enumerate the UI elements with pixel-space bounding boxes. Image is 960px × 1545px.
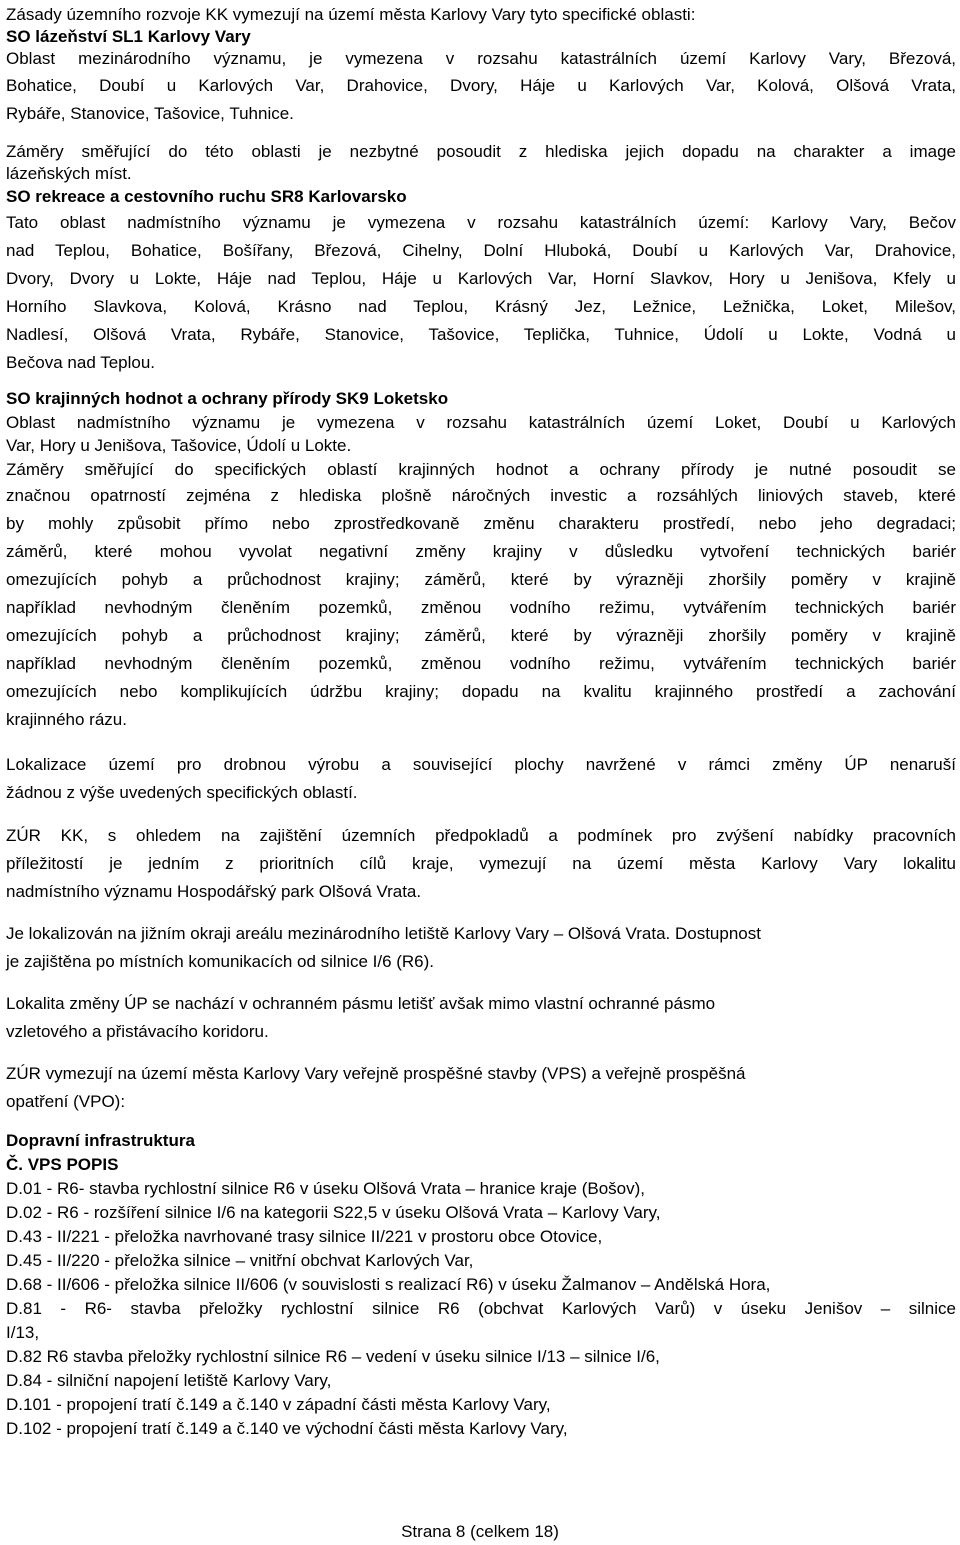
sk9-line: by mohly způsobit přímo nebo zprostředkovaně změnu charakteru prostředí, nebo jeho degradaci; — [6, 514, 956, 533]
sr8-line: Horního Slavkova, Kolová, Krásno nad Teplou, Krásný Jez, Ležnice, Ležnička, Loket, Milešov, — [6, 297, 956, 316]
paragraph — [6, 751, 956, 807]
paragraph-line: Lokalita změny ÚP se nachází v ochranném pásmu letišť avšak mimo vlastní ochranné pásmo — [6, 994, 716, 1013]
vps-table-header: Č. VPS POPIS — [6, 1155, 119, 1174]
sk9-line: například nevhodným členěním pozemků, změnou vodního režimu, vytvářením technických bariér — [6, 598, 956, 617]
sk9-line: například nevhodným členěním pozemků, změnou vodního režimu, vytvářením technických bariér — [6, 654, 956, 673]
vps-item: D.82 R6 stavba přeložky rychlostní silnice R6 – vedení v úseku silnice I/13 – silnice I/6, — [6, 1347, 660, 1366]
sr8-line: Dvory, Dvory u Lokte, Háje nad Teplou, Háje u Karlových Var, Horní Slavkov, Hory u Jenišova, Kfely u — [6, 269, 956, 288]
sk9-line: omezujících nebo komplikujících údržbu krajiny; dopadu na kvalitu krajinného prostředí a zachování — [6, 682, 956, 701]
paragraph-line: je zajištěna po místních komunikacích od silnice I/6 (R6). — [6, 952, 435, 971]
sk9-line: krajinného rázu. — [6, 710, 127, 729]
sl1-line: Bohatice, Doubí u Karlových Var, Drahovice, Dvory, Háje u Karlových Var, Kolová, Olšová Vrata, — [6, 76, 956, 95]
intro-text: Zásady územního rozvoje KK vymezují na území města Karlovy Vary tyto specifické oblasti: — [6, 5, 696, 24]
vps-item: D.101 - propojení tratí č.149 a č.140 v západní části města Karlovy Vary, — [6, 1395, 551, 1414]
paragraph — [6, 990, 956, 1046]
sk9-line: záměrů, které mohou vyvolat negativní změny krajiny v důsledku vytvoření technických bariér — [6, 542, 956, 561]
paragraph-line: příležitostí je jedním z prioritních cílů kraje, vymezují na území města Karlovy Vary lokalitu — [6, 854, 956, 873]
sk9-line: Var, Hory u Jenišova, Tašovice, Údolí u Lokte. — [6, 436, 352, 455]
sr8-line: Bečova nad Teplou. — [6, 353, 156, 372]
vps-item: D.43 - II/221 - přeložka navrhované trasy silnice II/221 v prostoru obce Otovice, — [6, 1227, 603, 1246]
vps-item: D.02 - R6 - rozšíření silnice I/6 na kategorii S22,5 v úseku Olšová Vrata – Karlovy Vary, — [6, 1203, 661, 1222]
paragraph — [6, 822, 956, 906]
vps-item: D.102 - propojení tratí č.149 a č.140 ve východní části města Karlovy Vary, — [6, 1419, 568, 1438]
section-sl1 — [6, 4, 956, 185]
sk9-line: Záměry směřující do specifických oblastí krajinných hodnot a ochrany přírody je nutné posoudit se — [6, 460, 956, 479]
sl1-line: Rybáře, Stanovice, Tašovice, Tuhnice. — [6, 104, 294, 123]
sl1-intent-line: Záměry směřující do této oblasti je nezbytné posoudit z hlediska jejich dopadu na charakter a image — [6, 142, 956, 161]
sk9-line: omezujících pohyb a průchodnost krajiny; záměrů, které by výrazněji zhoršily poměry v krajině — [6, 570, 956, 589]
paragraph-line: Lokalizace území pro drobnou výrobu a související plochy navržené v rámci změny ÚP nenaruší — [6, 755, 956, 774]
heading-sr8: SO rekreace a cestovního ruchu SR8 Karlovarsko — [6, 187, 407, 206]
vps-item: D.84 - silniční napojení letiště Karlovy Vary, — [6, 1371, 332, 1390]
vps-item: D.01 - R6- stavba rychlostní silnice R6 v úseku Olšová Vrata – hranice kraje (Bošov), — [6, 1179, 646, 1198]
page-footer: Strana 8 (celkem 18) — [401, 1522, 559, 1541]
vps-item: D.45 - II/220 - přeložka silnice – vnitřní obchvat Karlových Var, — [6, 1251, 474, 1270]
paragraph-line: nadmístního významu Hospodářský park Olšová Vrata. — [6, 882, 422, 901]
document-page — [6, 4, 956, 1441]
section-sk9 — [6, 387, 956, 734]
heading-transport: Dopravní infrastruktura — [6, 1131, 195, 1150]
heading-sl1: SO lázeňství SL1 Karlovy Vary — [6, 27, 251, 46]
paragraph — [6, 1060, 956, 1116]
paragraph-line: ZÚR vymezují na území města Karlovy Vary veřejně prospěšné stavby (VPS) a veřejně prospěšná — [6, 1064, 746, 1083]
paragraph-line: vzletového a přistávacího koridoru. — [6, 1022, 269, 1041]
heading-sk9: SO krajinných hodnot a ochrany přírody SK9 Loketsko — [6, 389, 449, 408]
sk9-line: Oblast nadmístního významu je vymezena v rozsahu katastrálních území Loket, Doubí u Karlových — [6, 413, 956, 432]
sl1-intent-line: lázeňských míst. — [6, 164, 132, 183]
paragraph-line: Je lokalizován na jižním okraji areálu mezinárodního letiště Karlovy Vary – Olšová Vrata. Dostupnost — [6, 924, 761, 943]
vps-item: D.68 - II/606 - přeložka silnice II/606 (v souvislosti s realizací R6) v úseku Žalmanov – Andělská Hora, — [6, 1275, 771, 1294]
paragraph-line: ZÚR KK, s ohledem na zajištění územních předpokladů a podmínek pro zvýšení nabídky pracovních — [6, 826, 956, 845]
sr8-line: nad Teplou, Bohatice, Bošířany, Březová, Cihelny, Dolní Hluboká, Doubí u Karlových Var, Drahovice, — [6, 241, 956, 260]
sl1-line: Oblast mezinárodního významu, je vymezena v rozsahu katastrálních území Karlovy Vary, Březová, — [6, 49, 956, 68]
sr8-line: Tato oblast nadmístního významu je vymezena v rozsahu katastrálních území: Karlovy Vary, Bečov — [6, 213, 956, 232]
sk9-line: značnou opatrností zejména z hlediska plošně náročných investic a rozsáhlých liniových staveb, které — [6, 486, 956, 505]
sk9-line: omezujících pohyb a průchodnost krajiny; záměrů, které by výrazněji zhoršily poměry v krajině — [6, 626, 956, 645]
vps-section — [6, 1129, 956, 1441]
paragraph-line: žádnou z výše uvedených specifických oblastí. — [6, 783, 358, 802]
section-sr8 — [6, 185, 956, 377]
paragraph — [6, 920, 956, 976]
sr8-line: Nadlesí, Olšová Vrata, Rybáře, Stanovice, Tašovice, Teplička, Tuhnice, Údolí u Lokte, Vodná u — [6, 325, 956, 344]
vps-item: I/13, — [6, 1323, 40, 1342]
paragraph-line: opatření (VPO): — [6, 1092, 126, 1111]
vps-item: D.81 - R6- stavba přeložky rychlostní silnice R6 (obchvat Karlových Varů) v úseku Jenišov – silnice — [6, 1299, 956, 1318]
